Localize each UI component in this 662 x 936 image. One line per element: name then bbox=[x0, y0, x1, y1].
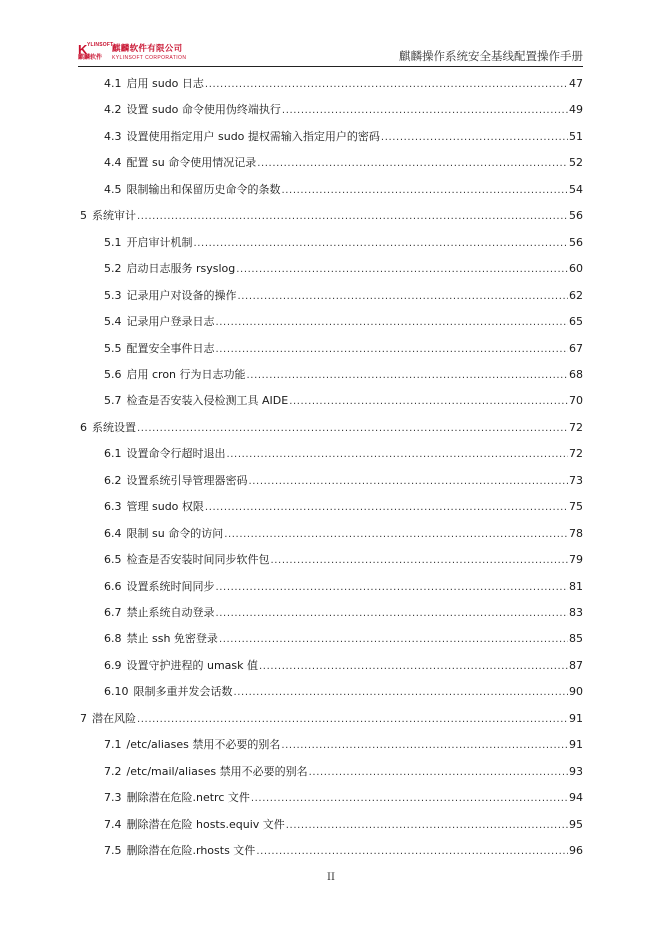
toc-chapter-entry[interactable] bbox=[80, 710, 583, 728]
toc-entry-page: 73 bbox=[569, 473, 583, 487]
toc-section-entry[interactable] bbox=[104, 392, 583, 410]
toc-entry-title: 删除潜在危险.netrc 文件 bbox=[126, 791, 250, 805]
document-title: 麒麟操作系统安全基线配置操作手册 bbox=[399, 49, 583, 63]
toc-entry-title: 删除潜在危险.rhosts 文件 bbox=[126, 844, 256, 858]
toc-entry-number: 6.6 bbox=[104, 579, 122, 593]
toc-entry-number: 5 bbox=[80, 209, 87, 223]
toc-section-entry[interactable] bbox=[104, 313, 583, 331]
toc-section-entry[interactable] bbox=[104, 551, 583, 569]
toc-entry-title: 设置 sudo 命令使用伪终端执行 bbox=[126, 103, 281, 117]
toc-entry-page: 56 bbox=[569, 235, 583, 249]
toc-entry-title: 系统设置 bbox=[92, 420, 136, 434]
toc-entry-page: 96 bbox=[569, 844, 583, 858]
toc-dot-leader bbox=[281, 737, 568, 755]
toc-section-entry[interactable] bbox=[104, 683, 583, 701]
toc-entry-number: 6.1 bbox=[104, 447, 122, 461]
toc-section-entry[interactable] bbox=[104, 260, 583, 278]
toc-section-entry[interactable] bbox=[104, 578, 583, 596]
toc-entry-title: /etc/aliases 禁用不必要的别名 bbox=[126, 738, 281, 752]
toc-entry-number: 5.6 bbox=[104, 367, 122, 381]
toc-entry-page: 68 bbox=[569, 367, 583, 381]
toc-dot-leader bbox=[219, 631, 568, 649]
toc-dot-leader bbox=[251, 790, 568, 808]
toc-entry-title: 限制多重并发会话数 bbox=[133, 685, 233, 699]
toc-entry-title: 设置系统引导管理器密码 bbox=[126, 473, 248, 487]
toc-entry-title: 设置命令行超时退出 bbox=[126, 447, 226, 461]
toc-entry-title: 配置 su 命令使用情况记录 bbox=[126, 156, 257, 170]
header-divider bbox=[78, 66, 583, 67]
toc-dot-leader bbox=[289, 393, 568, 411]
toc-entry-page: 56 bbox=[569, 209, 583, 223]
toc-entry-number: 6.7 bbox=[104, 606, 122, 619]
toc-entry-page: 72 bbox=[569, 420, 583, 434]
toc-section-entry[interactable] bbox=[104, 763, 583, 781]
toc-entry-number: 4.1 bbox=[104, 77, 122, 90]
toc-entry-title: 配置安全事件日志 bbox=[126, 341, 215, 355]
toc-entry-title: 限制 su 命令的访问 bbox=[126, 526, 224, 540]
toc-entry-title: 限制输出和保留历史命令的条数 bbox=[126, 182, 281, 196]
toc-dot-leader bbox=[227, 446, 569, 464]
toc-entry-page: 67 bbox=[569, 341, 583, 355]
toc-dot-leader bbox=[137, 420, 568, 438]
toc-section-entry[interactable] bbox=[104, 234, 583, 252]
toc-entry-page: 90 bbox=[569, 685, 583, 699]
toc-entry-title: 开启审计机制 bbox=[126, 235, 193, 249]
toc-entry-page: 54 bbox=[569, 182, 583, 196]
toc-section-entry[interactable] bbox=[104, 101, 583, 119]
toc-entry-page: 72 bbox=[569, 447, 583, 461]
toc-entry-number: 5.1 bbox=[104, 235, 122, 249]
toc-section-entry[interactable] bbox=[104, 128, 583, 146]
toc-dot-leader bbox=[257, 155, 568, 173]
toc-entry-number: 7.3 bbox=[104, 791, 122, 805]
toc-entry-page: 62 bbox=[569, 288, 583, 302]
toc-chapter-entry[interactable] bbox=[80, 419, 583, 437]
toc-entry-number: 7.4 bbox=[104, 817, 122, 831]
toc-section-entry[interactable] bbox=[104, 75, 583, 93]
toc-entry-number: 4.3 bbox=[104, 129, 122, 143]
toc-dot-leader bbox=[381, 129, 568, 147]
toc-entry-title: /etc/mail/aliases 禁用不必要的别名 bbox=[126, 764, 308, 778]
toc-entry-title: 管理 sudo 权限 bbox=[126, 500, 204, 514]
toc-entry-number: 5.3 bbox=[104, 288, 122, 302]
toc-entry-title: 启用 cron 行为日志功能 bbox=[126, 367, 246, 381]
toc-dot-leader bbox=[216, 579, 569, 597]
toc-dot-leader bbox=[216, 605, 569, 623]
toc-dot-leader bbox=[282, 182, 569, 200]
toc-entry-page: 65 bbox=[569, 315, 583, 329]
page-number: II bbox=[327, 872, 335, 883]
toc-dot-leader bbox=[137, 208, 568, 226]
logo-k-mark: K bbox=[78, 42, 88, 57]
toc-entry-title: 禁止系统自动登录 bbox=[126, 606, 215, 619]
toc-entry-page: 79 bbox=[569, 553, 583, 567]
toc-entry-number: 6.8 bbox=[104, 632, 122, 646]
logo-wordmark-en: YLINSOFT bbox=[87, 42, 114, 48]
toc-entry-page: 91 bbox=[569, 738, 583, 752]
company-name-cn: 麒麟软件有限公司 bbox=[112, 44, 183, 54]
toc-section-entry[interactable] bbox=[104, 498, 583, 516]
toc-entry-title: 设置系统时间同步 bbox=[126, 579, 215, 593]
toc-entry-page: 47 bbox=[569, 77, 583, 90]
toc-entry-number: 4.4 bbox=[104, 156, 122, 170]
toc-entry-page: 85 bbox=[569, 632, 583, 646]
toc-entry-title: 禁止 ssh 免密登录 bbox=[126, 632, 218, 646]
toc-entry-number: 5.7 bbox=[104, 394, 122, 408]
toc-dot-leader bbox=[224, 526, 568, 544]
toc-entry-page: 70 bbox=[569, 394, 583, 408]
toc-dot-leader bbox=[205, 76, 568, 94]
toc-section-entry[interactable] bbox=[104, 445, 583, 463]
toc-dot-leader bbox=[137, 711, 568, 729]
toc-section-entry[interactable] bbox=[104, 630, 583, 648]
toc-entry-title: 记录用户对设备的操作 bbox=[126, 288, 237, 302]
toc-entry-page: 51 bbox=[569, 129, 583, 143]
toc-entry-page: 60 bbox=[569, 262, 583, 276]
toc-entry-page: 49 bbox=[569, 103, 583, 117]
toc-entry-title: 系统审计 bbox=[92, 209, 136, 223]
toc-entry-title: 删除潜在危险 hosts.equiv 文件 bbox=[126, 817, 285, 831]
toc-dot-leader bbox=[216, 314, 569, 332]
toc-entry-title: 检查是否安装入侵检测工具 AIDE bbox=[126, 394, 289, 408]
toc-dot-leader bbox=[249, 473, 569, 491]
toc-entry-page: 93 bbox=[569, 764, 583, 778]
toc-entry-number: 4.2 bbox=[104, 103, 122, 117]
kylinsoft-logo bbox=[78, 42, 198, 62]
toc-entry-page: 81 bbox=[569, 579, 583, 593]
toc-entry-number: 6.4 bbox=[104, 526, 122, 540]
toc-entry-number: 6.2 bbox=[104, 473, 122, 487]
toc-entry-page: 52 bbox=[569, 156, 583, 170]
toc-entry-number: 6.5 bbox=[104, 553, 122, 567]
toc-entry-page: 75 bbox=[569, 500, 583, 514]
toc-entry-number: 6.3 bbox=[104, 500, 122, 514]
toc-entry-page: 95 bbox=[569, 817, 583, 831]
toc-entry-title: 检查是否安装时间同步软件包 bbox=[126, 553, 270, 567]
page-header bbox=[78, 40, 583, 66]
toc-entry-title: 启用 sudo 日志 bbox=[126, 77, 204, 90]
toc-entry-number: 7 bbox=[80, 711, 87, 725]
toc-entry-page: 91 bbox=[569, 711, 583, 725]
toc-entry-title: 设置守护进程的 umask 值 bbox=[126, 658, 259, 672]
logo-wordmark-cn: 麒麟软件 bbox=[78, 54, 103, 61]
toc-dot-leader bbox=[238, 288, 569, 306]
toc-entry-title: 设置使用指定用户 sudo 提权需输入指定用户的密码 bbox=[126, 129, 380, 143]
toc-entry-number: 7.1 bbox=[104, 738, 122, 752]
toc-dot-leader bbox=[286, 817, 568, 835]
company-name-en: KYLINSOFT CORPORATION bbox=[112, 55, 187, 61]
toc-dot-leader bbox=[259, 658, 568, 676]
toc-entry-number: 5.4 bbox=[104, 315, 122, 329]
toc-entry-number: 6.9 bbox=[104, 658, 122, 672]
toc-entry-title: 潜在风险 bbox=[92, 711, 136, 725]
toc-dot-leader bbox=[234, 684, 569, 702]
toc-entry-page: 78 bbox=[569, 526, 583, 540]
toc-section-entry[interactable] bbox=[104, 525, 583, 543]
toc-dot-leader bbox=[309, 764, 568, 782]
toc-entry-title: 记录用户登录日志 bbox=[126, 315, 215, 329]
toc-dot-leader bbox=[271, 552, 569, 570]
toc-dot-leader bbox=[205, 499, 568, 517]
toc-dot-leader bbox=[282, 102, 568, 120]
toc-entry-page: 94 bbox=[569, 791, 583, 805]
toc-section-entry[interactable] bbox=[104, 472, 583, 490]
toc-section-entry[interactable] bbox=[104, 736, 583, 754]
toc-section-entry[interactable] bbox=[104, 287, 583, 305]
toc-section-entry[interactable] bbox=[104, 789, 583, 807]
toc-dot-leader bbox=[236, 261, 568, 279]
toc-section-entry[interactable] bbox=[104, 842, 583, 860]
toc-section-entry[interactable] bbox=[104, 604, 583, 622]
toc-entry-number: 7.2 bbox=[104, 764, 122, 778]
toc-section-entry[interactable] bbox=[104, 154, 583, 172]
toc-dot-leader bbox=[194, 235, 569, 253]
toc-dot-leader bbox=[247, 367, 568, 385]
toc-section-entry[interactable] bbox=[104, 657, 583, 675]
toc-entry-page: 87 bbox=[569, 658, 583, 672]
toc-entry-number: 7.5 bbox=[104, 844, 122, 858]
toc-entry-page: 83 bbox=[569, 606, 583, 619]
toc-section-entry[interactable] bbox=[104, 181, 583, 199]
toc-section-entry[interactable] bbox=[104, 340, 583, 358]
toc-entry-number: 5.2 bbox=[104, 262, 122, 276]
toc-section-entry[interactable] bbox=[104, 816, 583, 834]
toc-section-entry[interactable] bbox=[104, 366, 583, 384]
toc-entry-number: 6.10 bbox=[104, 685, 129, 699]
toc-dot-leader bbox=[256, 843, 568, 861]
toc-entry-title: 启动日志服务 rsyslog bbox=[126, 262, 236, 276]
toc-entry-number: 4.5 bbox=[104, 182, 122, 196]
toc-dot-leader bbox=[216, 341, 569, 359]
toc-entry-number: 6 bbox=[80, 420, 87, 434]
toc-entry-number: 5.5 bbox=[104, 341, 122, 355]
toc-chapter-entry[interactable] bbox=[80, 207, 583, 225]
